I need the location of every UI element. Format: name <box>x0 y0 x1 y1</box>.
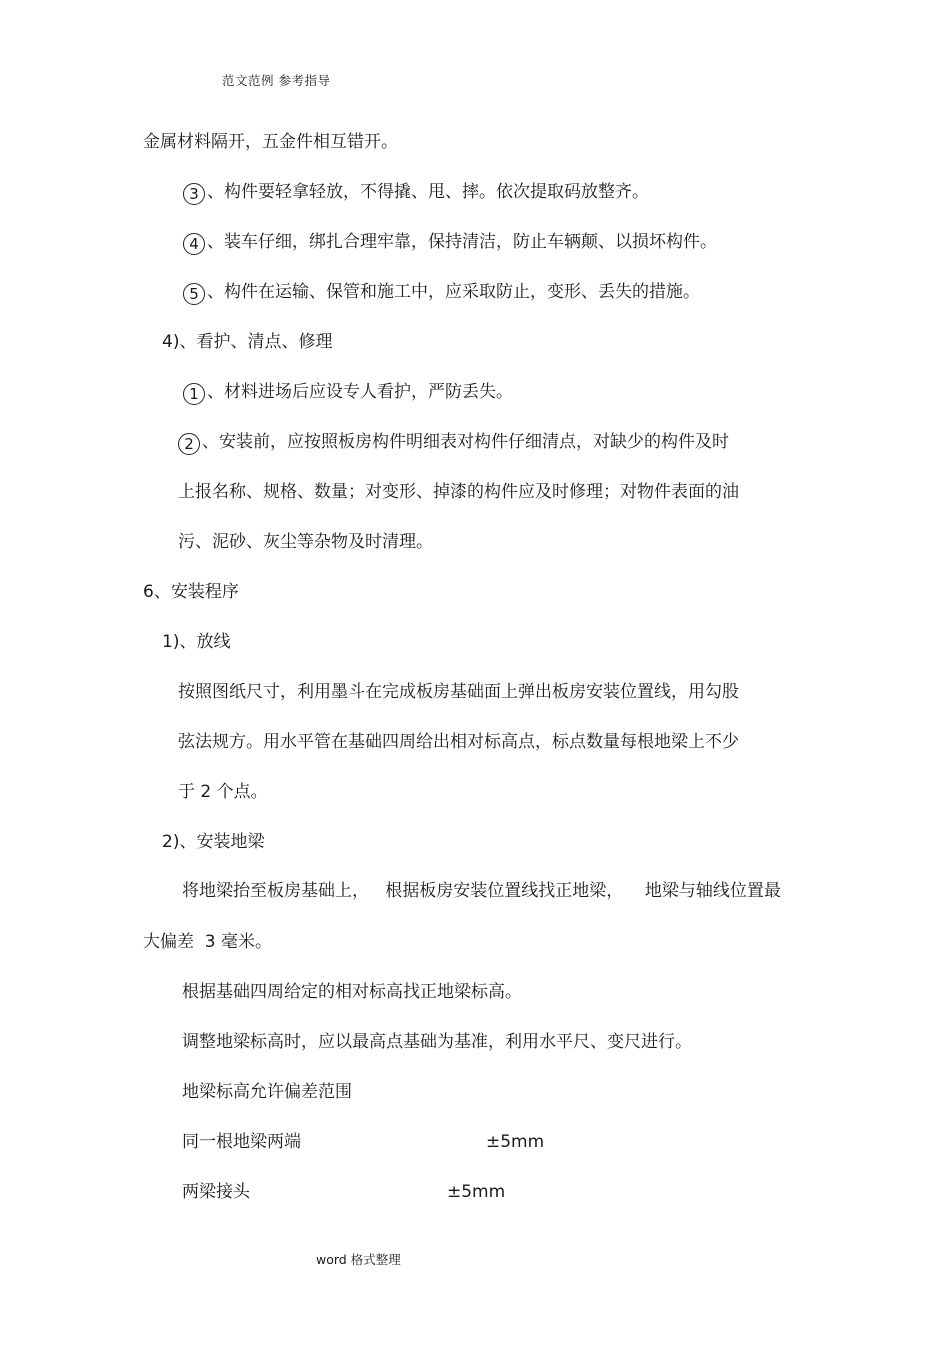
paragraph-line: 弦法规方。用水平管在基础四周给出相对标高点，标点数量每根地梁上不少 <box>178 732 739 752</box>
list-item-text: 、构件在运输、保管和施工中，应采取防止，变形、丢失的措施。 <box>207 282 700 302</box>
paragraph-line: 于 2 个点。 <box>178 782 268 802</box>
list-item-text: 、材料进场后应设专人看护，严防丢失。 <box>207 382 513 402</box>
circled-number: 4 <box>183 233 205 255</box>
circled-number: 5 <box>183 283 205 305</box>
page-header: 范文范例 参考指导 <box>222 73 331 88</box>
list-item <box>183 230 717 255</box>
paragraph-line: 大偏差 3 毫米。 <box>143 932 273 952</box>
tolerance-value: ±5mm <box>486 1132 545 1152</box>
paragraph-line: 金属材料隔开，五金件相互错开。 <box>143 132 398 152</box>
list-item <box>178 430 729 455</box>
list-item <box>183 280 700 305</box>
circled-number: 3 <box>183 183 205 205</box>
tolerance-value: ±5mm <box>447 1182 506 1202</box>
paragraph-line: 污、泥砂、灰尘等杂物及时清理。 <box>178 532 433 552</box>
paragraph-line: 上报名称、规格、数量；对变形、掉漆的构件应及时修理；对物件表面的油 <box>178 482 739 502</box>
list-item-text: 、安装前，应按照板房构件明细表对构件仔细清点，对缺少的构件及时 <box>202 432 729 452</box>
tolerance-label: 两梁接头 <box>182 1182 250 1202</box>
circled-number: 1 <box>183 383 205 405</box>
subsection-heading: 2)、安装地梁 <box>162 832 265 852</box>
paragraph-line: 根据基础四周给定的相对标高找正地梁标高。 <box>182 982 522 1002</box>
paragraph-line: 将地梁抬至板房基础上， 根据板房安装位置线找正地梁， 地梁与轴线位置最 <box>182 881 781 901</box>
tolerance-label: 同一根地梁两端 <box>182 1132 301 1152</box>
list-item <box>183 380 513 405</box>
paragraph-line: 地梁标高允许偏差范围 <box>182 1082 352 1102</box>
subsection-heading: 1)、放线 <box>162 632 231 652</box>
list-item <box>183 180 649 205</box>
section-heading: 6、安装程序 <box>143 582 239 602</box>
circled-number: 2 <box>178 433 200 455</box>
list-item-text: 、构件要轻拿轻放，不得撬、甩、摔。依次提取码放整齐。 <box>207 182 649 202</box>
paragraph-line: 按照图纸尺寸，利用墨斗在完成板房基础面上弹出板房安装位置线，用勾股 <box>178 682 739 702</box>
page-footer: word 格式整理 <box>316 1252 401 1267</box>
paragraph-line: 调整地梁标高时，应以最高点基础为基准，利用水平尺、变尺进行。 <box>182 1032 692 1052</box>
list-item-text: 、装车仔细，绑扎合理牢靠，保持清洁，防止车辆颠、以损坏构件。 <box>207 232 717 252</box>
subsection-heading: 4)、看护、清点、修理 <box>162 332 333 352</box>
